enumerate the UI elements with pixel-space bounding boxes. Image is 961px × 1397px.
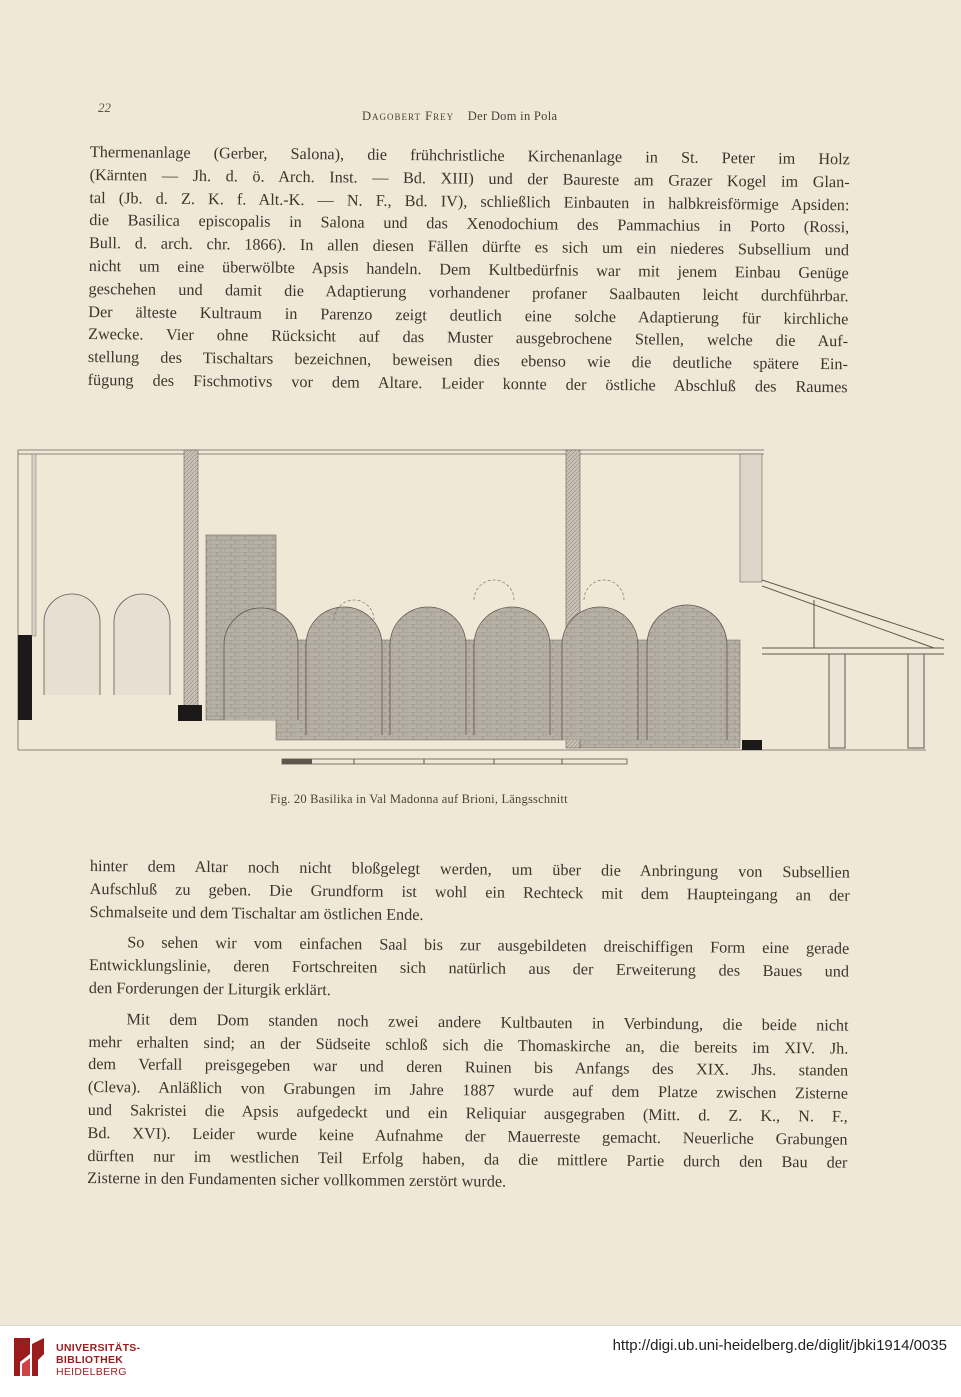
text-line: dürften nur im westlichen Teil Erfolg haben, da die mittlere Partie durch den Bau der [87, 1146, 848, 1172]
wall-section-left [18, 635, 32, 720]
text-line: stellung des Tischaltars bezeichnen, beweisen dies ebenso wie die deutliche spätere Ein- [87, 348, 848, 374]
library-name[interactable] [56, 1342, 140, 1378]
footer-bar [0, 1325, 961, 1397]
pillar-1 [184, 450, 198, 720]
text-line: tal (Jb. d. Z. K. f. Alt.-K. — N. F., Bd. IV), schließlich Einbauten in halbkreisförmige Apsiden: [89, 188, 850, 214]
running-head-author: Dagobert Frey [362, 109, 455, 123]
text-line: nicht um eine überwölbte Apsis handeln. Dem Kultbedürfnis war mit jenem Einbau Genüge [88, 256, 849, 283]
scale-bar [282, 759, 627, 764]
text-line: Bull. d. arch. chr. 1866). In allen diesen Fällen dürfte es sich um ein niederes Subsellium und [88, 234, 850, 260]
text-line: Bd. XVI). Leider wurde keine Aufnahme der Mauerreste gemacht. Neuerliche Grabungen [87, 1123, 848, 1149]
text-line: Der älteste Kultraum in Parenzo zeigt deutlich eine solche Adaptierung für kirchliche [88, 302, 849, 328]
text-line: die Basilica episcopalis in Salona und das Xenodochium des Pammachius in Porto (Rossi, [89, 211, 850, 237]
page-number: 22 [98, 100, 111, 115]
text-line: Zwecke. Vier ohne Rücksicht auf das Muster ausgebrochene Stellen, welche die Auf- [88, 325, 849, 351]
figure-caption: Fig. 20 Basilika in Val Madonna auf Brioni, Längsschnitt [270, 792, 568, 806]
permalink-url[interactable]: http://digi.ub.uni-heidelberg.de/diglit/jbki1914/0035 [612, 1337, 947, 1354]
library-line-3: HEIDELBERG [56, 1366, 127, 1378]
text-line: hinter dem Altar noch nicht bloßgelegt werden, um über die Anbringung von Subsellien [89, 856, 850, 882]
text-line: Aufschluß zu geben. Die Grundform ist wohl ein Rechteck mit dem Haupteingang an der [89, 879, 850, 905]
pillar-3 [740, 454, 762, 582]
text-line: mehr erhalten sind; an der Südseite schloß sich die Thomaskirche an, die bereits im XIV. Jh. [88, 1032, 849, 1058]
library-line-1: UNIVERSITÄTS- [56, 1342, 141, 1354]
text-line: So sehen wir vom einfachen Saal bis zur ausgebildeten dreischiffigen Form eine gerade [127, 933, 850, 959]
text-line: Thermenanlage (Gerber, Salona), die frühchristliche Kirchenanlage in St. Peter im Holz [89, 142, 850, 169]
running-head-title: Der Dom in Pola [467, 109, 558, 123]
text-line: und Sakristei die Apsis aufgedeckt und ein Reliquiar ausgegraben (Mitt. d. Z. K., N. F., [87, 1100, 848, 1126]
text-line: dem Verfall preisgegeben war und deren Ruinen bis Anfangs des XIX. Jhs. standen [88, 1055, 849, 1080]
text-line: den Forderungen der Liturgik erklärt. [88, 978, 331, 1000]
body-text-top [88, 141, 850, 399]
text-line: Schmalseite und dem Tischaltar am östlichen Ende. [89, 902, 424, 924]
text-line: Zisterne in den Fundamenten sicher vollkommen zerstört wurde. [87, 1169, 507, 1192]
text-line: Entwicklungslinie, deren Fortschreiten sich natürlich aus der Erweiterung des Baues und [88, 956, 850, 981]
text-line: geschehen und damit die Adaptierung vorhandener profaner Saalbauten leicht durchführbar. [88, 279, 849, 306]
running-head [362, 109, 557, 124]
text-line: (Cleva). Anläßlich von Grabungen im Jahre 1887 wurde auf dem Platze zwischen Zisterne [87, 1078, 849, 1103]
text-line: Mit dem Dom standen noch zwei andere Kultbauten in Verbindung, die beide nicht [126, 1010, 849, 1035]
text-line: fügung des Fischmotivs vor dem Altare. Leider konnte der östliche Abschluß des Raumes [87, 370, 848, 397]
body-text-bottom [87, 855, 850, 1197]
university-library-logo-icon [10, 1334, 50, 1380]
text-line: (Kärnten — Jh. d. ö. Arch. Inst. — Bd. XIII) und der Baureste am Grazer Kogel im Glan- [89, 165, 850, 192]
basilica-section-drawing [14, 440, 944, 780]
library-line-2: BIBLIOTHEK [56, 1354, 124, 1366]
